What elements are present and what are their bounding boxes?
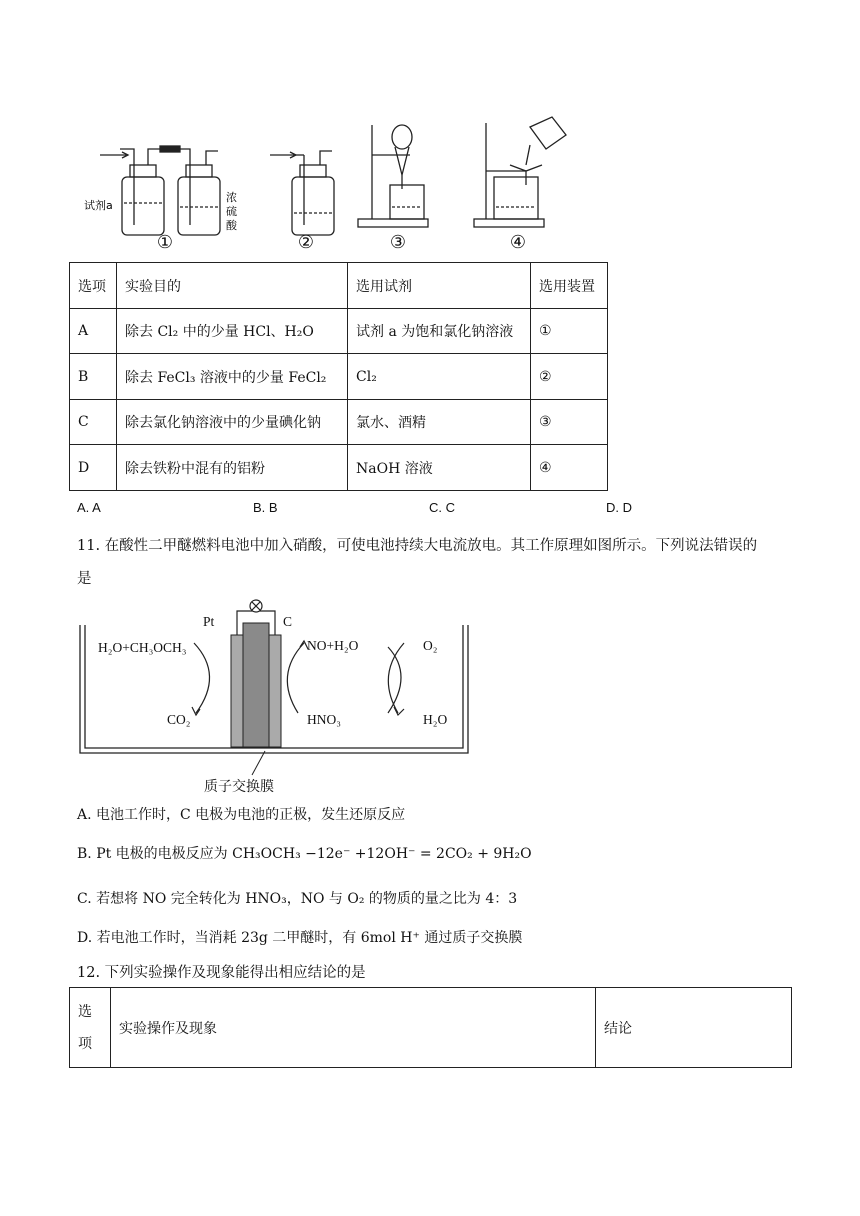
apparatus-label-3: ③ — [389, 232, 407, 253]
row-reagent: 氯水、酒精 — [348, 400, 531, 445]
row-reagent: NaOH 溶液 — [348, 445, 531, 491]
row-purpose: 除去 FeCl₃ 溶液中的少量 FeCl₂ — [117, 354, 348, 400]
choice-c[interactable]: C. C — [429, 500, 455, 515]
q11-option-c[interactable]: C. 若想将 NO 完全转化为 HNO₃，NO 与 O₂ 的物质的量之比为 4：3 — [77, 891, 518, 907]
svg-text:酸: 酸 — [226, 219, 237, 232]
filtration-icon — [474, 117, 566, 227]
row-purpose: 除去 Cl₂ 中的少量 HCl、H₂O — [117, 309, 348, 354]
q11-option-a[interactable]: A. 电池工作时，C 电极为电池的正极，发生还原反应 — [77, 807, 406, 823]
q11-option-b[interactable]: B. Pt 电极的电极反应为 CH₃OCH₃ −12e⁻ +12OH⁻ = 2CO₂ + 9H₂O — [77, 846, 532, 862]
choice-a[interactable]: A. A — [77, 500, 101, 515]
apparatus-label-1: ① — [156, 232, 174, 253]
q12-stem: 12. 下列实验操作及现象能得出相应结论的是 — [77, 965, 366, 981]
oxygen-label: O₂ — [423, 638, 438, 653]
header-option-char2: 项 — [78, 1035, 92, 1052]
single-wash-bottle-icon — [270, 151, 334, 235]
proton-membrane — [243, 623, 269, 747]
row-option: A — [70, 309, 117, 354]
apparatus-label-2: ② — [297, 232, 315, 253]
pt-label: Pt — [203, 614, 215, 629]
header-cell: 实验目的 — [117, 263, 348, 309]
header-cell: 选用试剂 — [348, 263, 531, 309]
anode-reactant: H₂O+CH₃OCH₃ — [98, 640, 187, 655]
row-purpose: 除去氯化钠溶液中的少量碘化钠 — [117, 400, 348, 445]
svg-text:浓: 浓 — [226, 191, 237, 204]
apparatus-label-4: ④ — [509, 232, 527, 253]
q12-table — [69, 987, 792, 1068]
q11-stem-line2: 是 — [77, 571, 92, 587]
row-device: ③ — [531, 400, 608, 445]
choice-b[interactable]: B. B — [253, 500, 278, 515]
row-device: ② — [531, 354, 608, 400]
row-option: C — [70, 400, 117, 445]
row-device: ④ — [531, 445, 608, 491]
conc-acid-label — [226, 190, 238, 232]
membrane-label: 质子交换膜 — [204, 780, 274, 795]
header-cell: 选项 — [70, 263, 117, 309]
header-cell-option — [70, 988, 111, 1068]
reagent-a-label: 试剂a — [84, 199, 113, 212]
table-row — [70, 354, 608, 400]
hno3-label: HNO₃ — [307, 712, 341, 727]
pt-electrode — [231, 635, 243, 747]
anode-product: CO₂ — [167, 712, 191, 727]
table-row — [70, 309, 608, 354]
c-label: C — [283, 614, 293, 629]
header-cell-operation: 实验操作及现象 — [111, 988, 596, 1068]
table-row — [70, 445, 608, 491]
choice-d[interactable]: D. D — [606, 500, 632, 515]
separatory-funnel-icon — [358, 125, 428, 227]
row-purpose: 除去铁粉中混有的铝粉 — [117, 445, 348, 491]
table-header-row — [70, 263, 608, 309]
row-reagent: 试剂 a 为饱和氯化钠溶液 — [348, 309, 531, 354]
row-option: D — [70, 445, 117, 491]
water-label: H₂O — [423, 712, 448, 727]
table-header-row — [70, 988, 792, 1068]
fuel-cell-diagram — [76, 595, 476, 760]
c-electrode — [269, 635, 281, 747]
wash-bottles-icon — [100, 146, 220, 235]
row-device: ① — [531, 309, 608, 354]
header-cell-conclusion: 结论 — [596, 988, 792, 1068]
q11-option-d[interactable]: D. 若电池工作时，当消耗 23g 二甲醚时，有 6mol H⁺ 通过质子交换膜 — [77, 930, 523, 946]
q10-table — [69, 262, 608, 491]
header-cell: 选用装置 — [531, 263, 608, 309]
svg-text:硫: 硫 — [226, 205, 237, 218]
no-water: NO+H₂O — [307, 638, 359, 653]
table-row — [70, 400, 608, 445]
row-option: B — [70, 354, 117, 400]
row-reagent: Cl₂ — [348, 354, 531, 400]
header-option-char1: 选 — [78, 1003, 92, 1020]
q11-stem: 11. 在酸性二甲醚燃料电池中加入硝酸，可使电池持续大电流放电。其工作原理如图所示。下列说法错误的 — [77, 538, 758, 554]
